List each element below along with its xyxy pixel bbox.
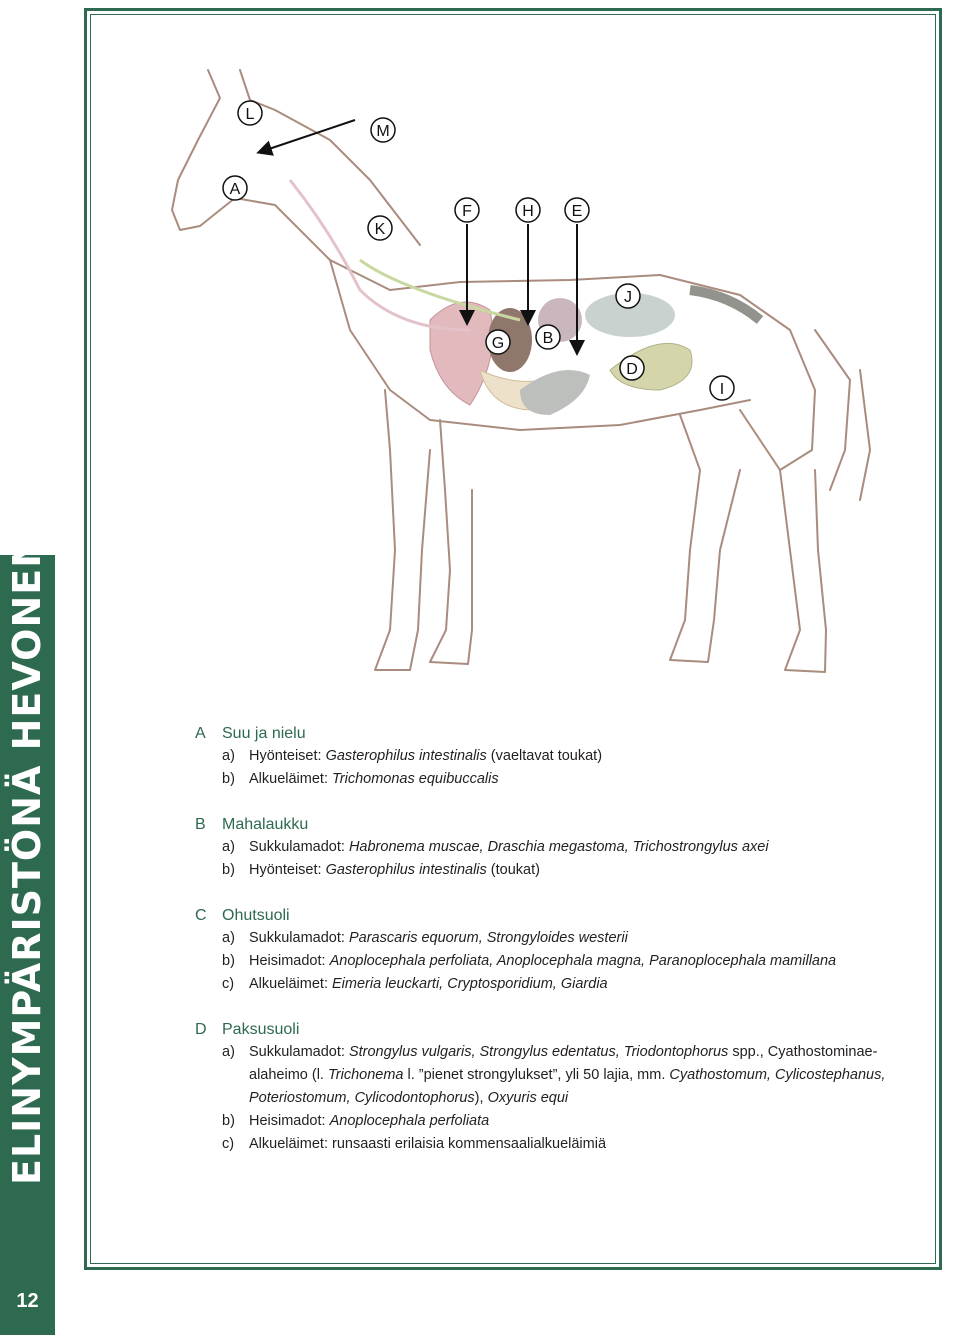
list-item-label: b): [222, 862, 235, 878]
list-item-label: a): [222, 748, 235, 764]
list-item-text: Heisimadot: Anoplocephala perfoliata, Anoplocephala magna, Paranoplocephala mamillana: [249, 953, 837, 969]
section-letter: B: [195, 816, 206, 833]
section-title: Paksusuoli: [222, 1021, 300, 1038]
list-item: [195, 927, 915, 950]
section-heading: [195, 813, 915, 836]
section-letter: D: [195, 1021, 207, 1038]
list-item: [195, 1133, 915, 1156]
sidebar-title-text: ELINYMPÄRISTÖNÄ HEVONEN: [5, 534, 50, 1186]
list-item: [195, 745, 915, 768]
svg-text:D: D: [626, 361, 638, 378]
label-e: [565, 198, 589, 222]
svg-text:J: J: [624, 289, 632, 306]
section-a: [195, 722, 915, 791]
section-heading: [195, 722, 915, 745]
svg-text:M: M: [376, 123, 390, 140]
list-item-label: c): [222, 1136, 235, 1152]
section-title: Suu ja nielu: [222, 725, 306, 742]
section-title: Mahalaukku: [222, 816, 309, 833]
list-item-text: Alkueläimet: runsaasti erilaisia kommensaalialkueläimiä: [249, 1136, 607, 1152]
section-letter: C: [195, 907, 207, 924]
label-k: [368, 216, 392, 240]
svg-text:E: E: [571, 203, 583, 220]
list-item: [195, 768, 915, 791]
label-g: [486, 330, 510, 354]
list-item-label: a): [222, 839, 235, 855]
sidebar-title: [0, 534, 55, 1186]
label-h: [516, 198, 540, 222]
svg-text:A: A: [229, 181, 241, 198]
label-a: [223, 176, 247, 200]
section-d: [195, 1018, 915, 1156]
section-c: [195, 904, 915, 996]
list-item-label: b): [222, 1113, 235, 1129]
horse-illustration: [100, 30, 920, 710]
section-title: Ohutsuoli: [222, 907, 290, 924]
list-item-text: Alkueläimet: Eimeria leuckarti, Cryptosporidium, Giardia: [249, 976, 608, 992]
svg-text:L: L: [245, 106, 255, 123]
svg-text:F: F: [462, 203, 472, 220]
list-item-label: c): [222, 976, 235, 992]
list-item-text: Sukkulamadot: Parascaris equorum, Strongyloides westerii: [249, 930, 628, 946]
list-item-label: a): [222, 930, 235, 946]
list-item: [195, 836, 915, 859]
list-item-text: Sukkulamadot: Habronema muscae, Draschia megastoma, Trichostrongylus axei: [249, 839, 769, 855]
list-item-text: Alkueläimet: Trichomonas equibuccalis: [249, 771, 499, 787]
label-b: [536, 325, 560, 349]
list-item-text: Sukkulamadot: Strongylus vulgaris, Strongylus edentatus, Triodontophorus spp., Cyathostominae-alaheimo (l. Trichonema l. ”pienet strongylukset”, yli 50 lajia, mm. Cyathostomum, Cylicostephanus, Poteriostomum, Cylicodontophorus), Oxyuris equi: [249, 1044, 886, 1106]
svg-text:K: K: [374, 221, 386, 238]
section-b: [195, 813, 915, 882]
list-item: [195, 859, 915, 882]
svg-text:I: I: [719, 381, 725, 398]
horse-outline: [172, 70, 870, 672]
list-item-label: a): [222, 1044, 235, 1060]
section-heading: [195, 904, 915, 927]
list-item: [195, 1110, 915, 1133]
page-number: 12: [16, 1290, 39, 1312]
svg-text:H: H: [522, 203, 534, 220]
list-item-label: b): [222, 771, 235, 787]
label-f: [455, 198, 479, 222]
list-item-text: Hyönteiset: Gasterophilus intestinalis (toukat): [249, 862, 540, 878]
list-item-label: b): [222, 953, 235, 969]
label-j: [616, 284, 640, 308]
section-letter: A: [195, 725, 206, 742]
svg-text:B: B: [542, 330, 554, 347]
label-l: [238, 101, 262, 125]
parasite-sections: [195, 722, 915, 1178]
label-d: [620, 356, 644, 380]
list-item: [195, 1041, 915, 1110]
label-m: [371, 118, 395, 142]
list-item: [195, 973, 915, 996]
section-heading: [195, 1018, 915, 1041]
svg-text:G: G: [491, 335, 505, 352]
list-item-text: Heisimadot: Anoplocephala perfoliata: [249, 1113, 490, 1129]
list-item: [195, 950, 915, 973]
list-item-text: Hyönteiset: Gasterophilus intestinalis (vaeltavat toukat): [249, 748, 603, 764]
label-i: [710, 376, 734, 400]
